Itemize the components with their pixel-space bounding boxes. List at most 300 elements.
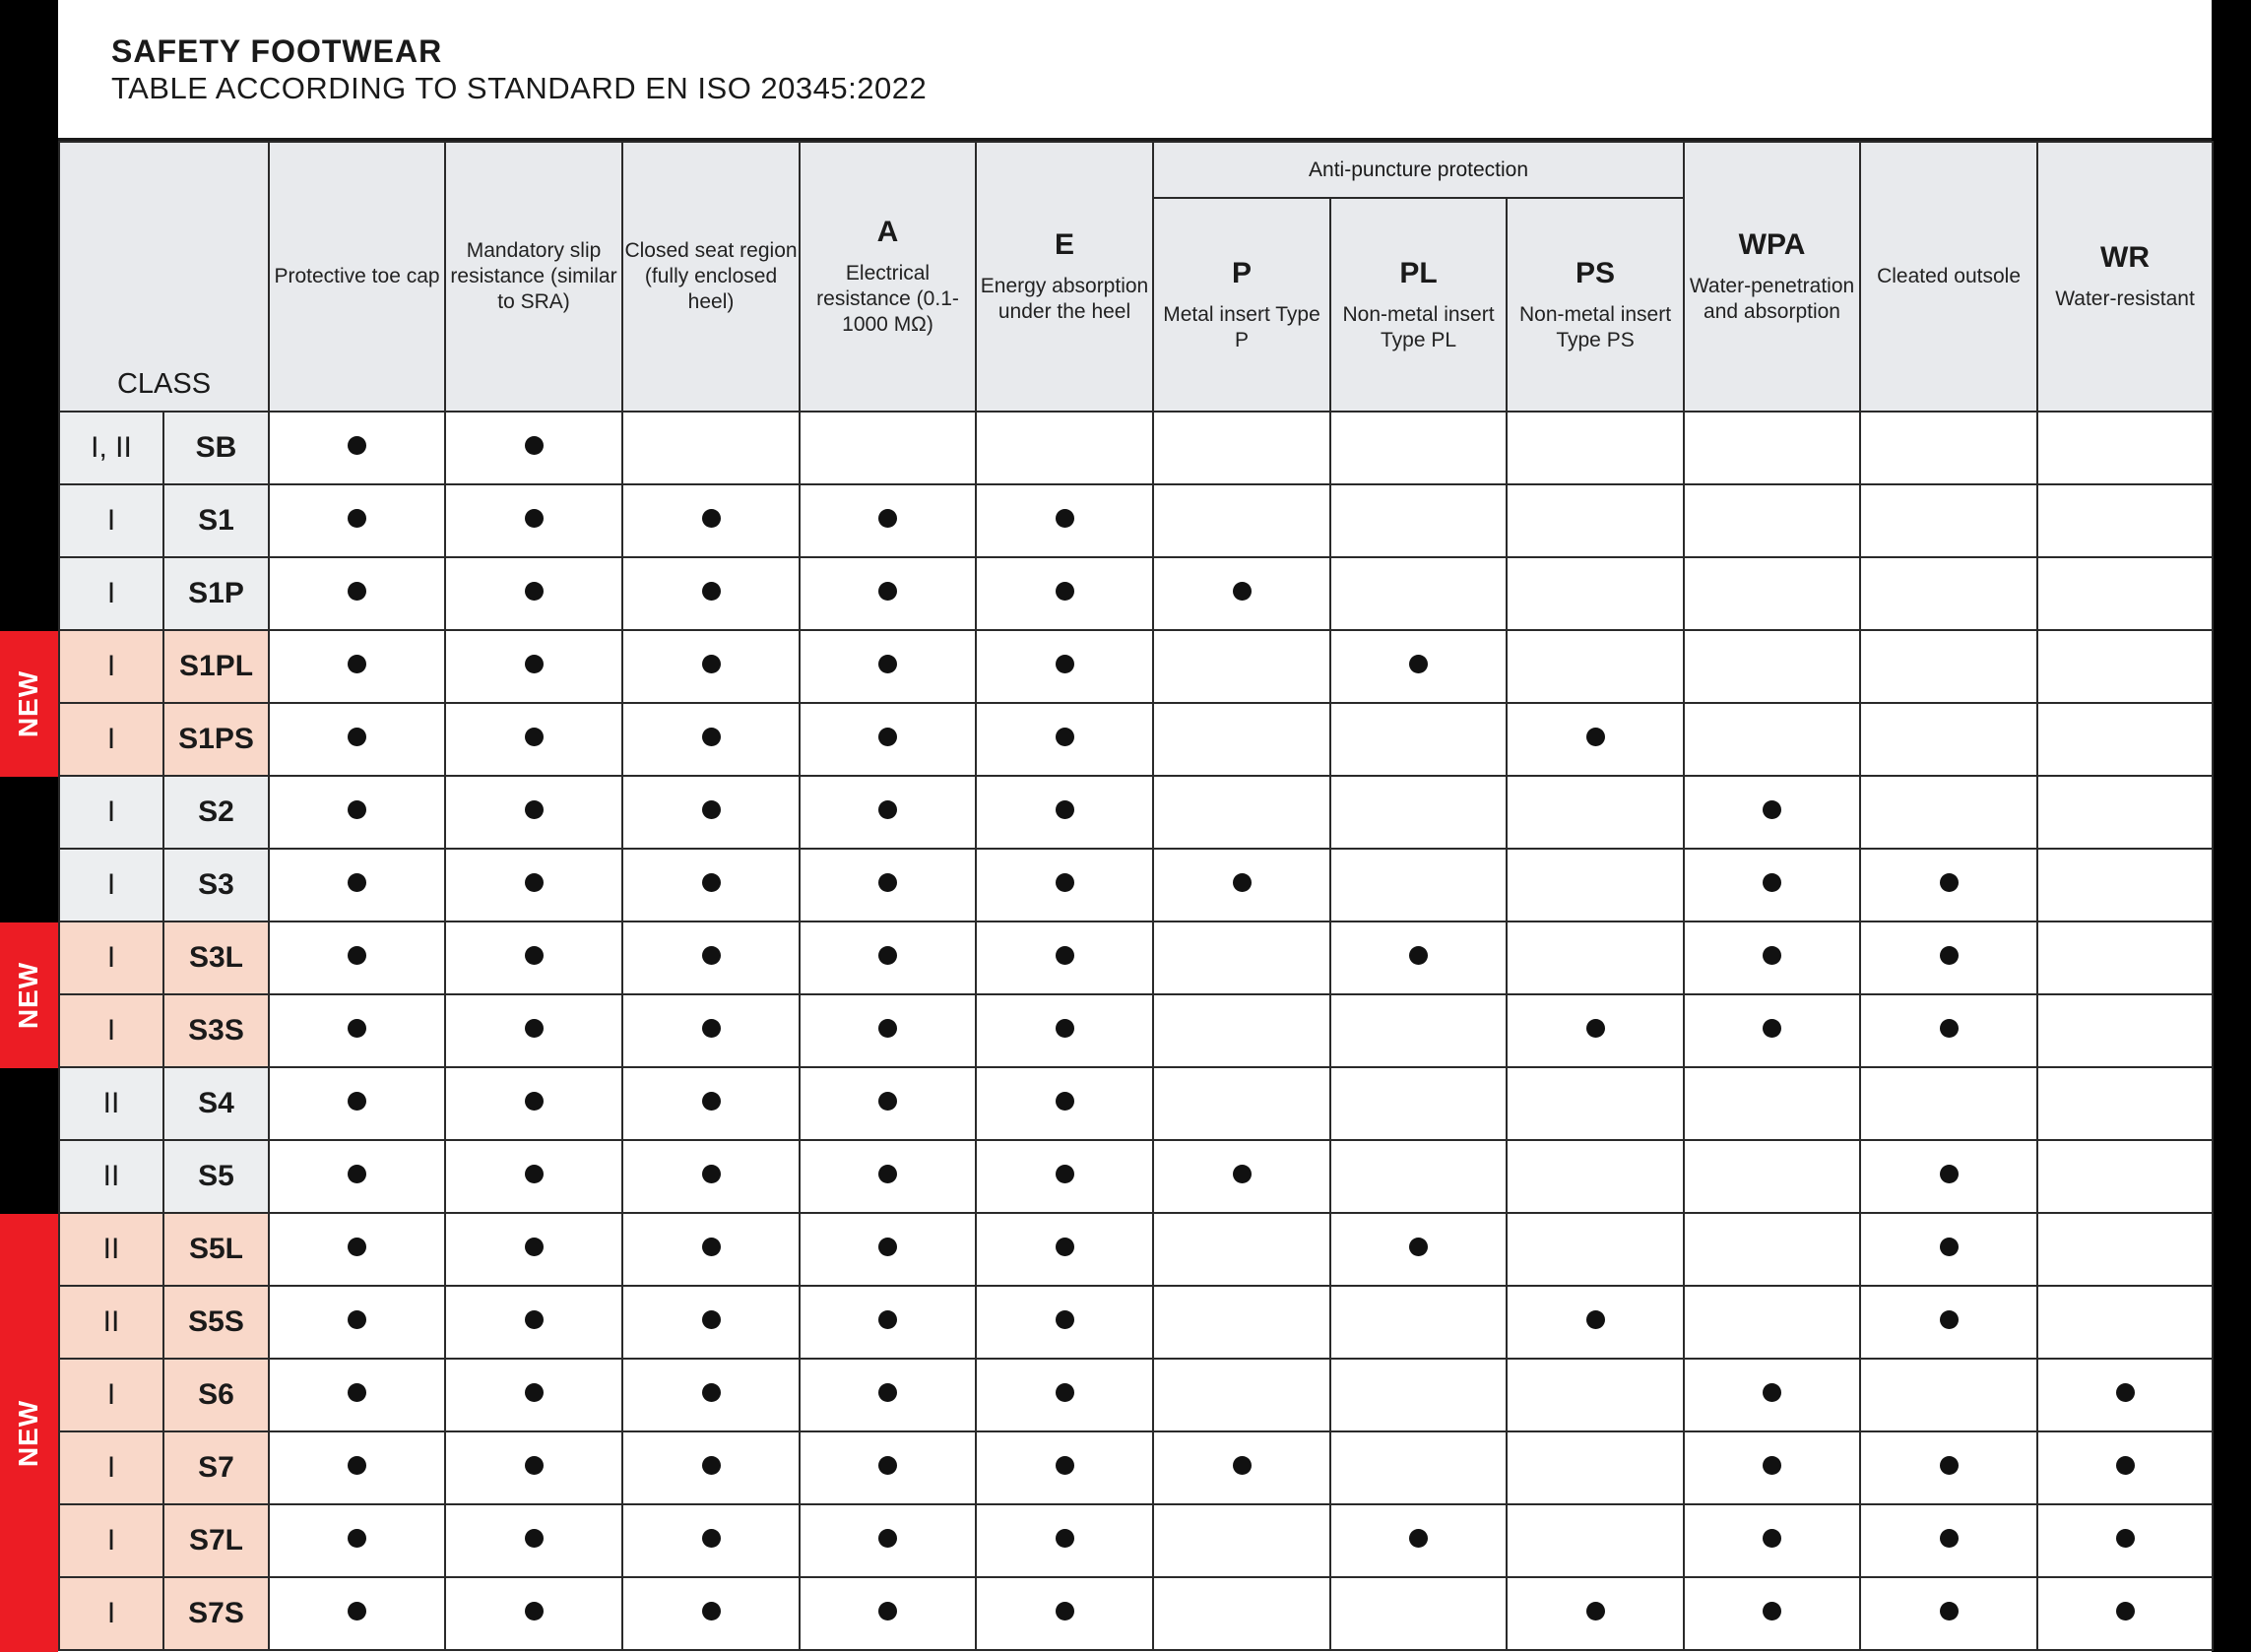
col-header: [1507, 198, 1684, 412]
requirement-cell: [445, 1140, 622, 1213]
requirement-cell: [1330, 1577, 1507, 1650]
requirement-dot-icon: [1940, 1529, 1959, 1548]
requirement-dot-icon: [1409, 1238, 1428, 1256]
requirement-dot-icon: [1586, 1602, 1605, 1620]
requirement-cell: [1330, 484, 1507, 557]
col-header: [622, 142, 800, 412]
requirement-cell: [269, 1431, 445, 1504]
requirement-cell: [1860, 994, 2037, 1067]
requirement-dot-icon: [702, 800, 721, 819]
requirement-dot-icon: [525, 436, 544, 455]
new-band-2: [0, 922, 58, 1068]
requirement-dot-icon: [878, 509, 897, 528]
category-cell: S1P: [163, 557, 269, 630]
requirement-cell: [1330, 1067, 1507, 1140]
requirement-cell: [445, 921, 622, 994]
new-label: NEW: [13, 1399, 44, 1467]
requirement-cell: [269, 1577, 445, 1650]
requirement-cell: [1507, 412, 1684, 484]
requirement-cell: [1153, 921, 1330, 994]
requirement-cell: [445, 1286, 622, 1359]
requirement-cell: [2037, 849, 2213, 921]
category-cell: S5L: [163, 1213, 269, 1286]
requirement-dot-icon: [1940, 946, 1959, 965]
requirement-cell: [976, 484, 1153, 557]
requirement-cell: [269, 1286, 445, 1359]
requirement-cell: [1507, 1067, 1684, 1140]
requirement-dot-icon: [1763, 1456, 1781, 1475]
class-cell: II: [59, 1213, 163, 1286]
requirement-dot-icon: [1056, 1165, 1074, 1183]
table-row: [59, 557, 2213, 630]
category-cell: S5: [163, 1140, 269, 1213]
requirement-dot-icon: [1056, 1092, 1074, 1111]
requirement-cell: [622, 484, 800, 557]
requirement-dot-icon: [348, 1238, 366, 1256]
requirement-dot-icon: [2116, 1529, 2135, 1548]
requirement-dot-icon: [878, 655, 897, 673]
requirement-dot-icon: [1056, 946, 1074, 965]
category-cell: S3: [163, 849, 269, 921]
requirement-dot-icon: [348, 873, 366, 892]
requirement-cell: [1507, 703, 1684, 776]
class-cell: I: [59, 1431, 163, 1504]
requirement-cell: [976, 557, 1153, 630]
col-description: Non-metal insert Type PS: [1518, 302, 1672, 351]
requirement-cell: [622, 1067, 800, 1140]
requirement-cell: [445, 1577, 622, 1650]
requirement-cell: [1330, 1140, 1507, 1213]
requirement-cell: [1507, 557, 1684, 630]
requirement-cell: [976, 776, 1153, 849]
class-cell: I: [59, 703, 163, 776]
requirement-cell: [2037, 1504, 2213, 1577]
col-code-label: WPA: [1738, 228, 1806, 261]
requirement-cell: [1507, 994, 1684, 1067]
requirement-dot-icon: [348, 800, 366, 819]
requirement-cell: [269, 849, 445, 921]
col-code-label: PL: [1399, 256, 1438, 289]
requirement-cell: [976, 1504, 1153, 1577]
requirement-dot-icon: [1763, 1019, 1781, 1038]
requirement-cell: [1860, 1431, 2037, 1504]
col-description: Electrical resistance (0.1-1000 MΩ): [816, 262, 959, 336]
requirement-dot-icon: [1763, 1383, 1781, 1402]
requirement-cell: [445, 484, 622, 557]
col-code-label: A: [876, 216, 899, 248]
col-header: [445, 142, 622, 412]
class-cell: II: [59, 1067, 163, 1140]
category-cell: S7S: [163, 1577, 269, 1650]
requirement-cell: [976, 994, 1153, 1067]
requirement-cell: [1153, 557, 1330, 630]
requirement-dot-icon: [1056, 582, 1074, 601]
requirement-cell: [269, 703, 445, 776]
requirement-cell: [622, 1213, 800, 1286]
requirement-cell: [445, 1213, 622, 1286]
requirement-cell: [1684, 776, 1860, 849]
class-cell: I: [59, 557, 163, 630]
requirement-dot-icon: [525, 1165, 544, 1183]
requirement-cell: [1153, 703, 1330, 776]
requirement-cell: [1153, 1504, 1330, 1577]
requirement-dot-icon: [1763, 946, 1781, 965]
requirement-cell: [1330, 703, 1507, 776]
category-cell: S5S: [163, 1286, 269, 1359]
requirement-dot-icon: [348, 1092, 366, 1111]
requirement-dot-icon: [348, 946, 366, 965]
col-header: [2037, 142, 2213, 412]
requirement-cell: [269, 1359, 445, 1431]
requirement-dot-icon: [348, 1529, 366, 1548]
requirement-cell: [1860, 849, 2037, 921]
requirement-cell: [269, 412, 445, 484]
requirement-cell: [445, 412, 622, 484]
requirement-dot-icon: [1940, 1456, 1959, 1475]
class-cell: II: [59, 1286, 163, 1359]
requirement-cell: [800, 1213, 976, 1286]
requirement-dot-icon: [702, 1383, 721, 1402]
requirement-cell: [976, 703, 1153, 776]
requirement-cell: [445, 994, 622, 1067]
requirement-dot-icon: [702, 728, 721, 746]
standard-table: [58, 141, 2214, 1651]
table-row: [59, 1067, 2213, 1140]
requirement-cell: [1860, 921, 2037, 994]
col-code-label: PS: [1576, 256, 1616, 289]
requirement-cell: [1684, 630, 1860, 703]
category-cell: S1: [163, 484, 269, 557]
requirement-cell: [1684, 1140, 1860, 1213]
requirement-cell: [445, 703, 622, 776]
requirement-cell: [445, 557, 622, 630]
requirement-cell: [1860, 1140, 2037, 1213]
requirement-cell: [1507, 1504, 1684, 1577]
category-cell: S2: [163, 776, 269, 849]
requirement-dot-icon: [878, 800, 897, 819]
requirement-cell: [800, 921, 976, 994]
requirement-dot-icon: [348, 1019, 366, 1038]
table-row: [59, 994, 2213, 1067]
table-row: [59, 412, 2213, 484]
requirement-dot-icon: [1409, 655, 1428, 673]
requirement-cell: [1507, 849, 1684, 921]
col-header: [1860, 142, 2037, 412]
new-label: NEW: [13, 961, 44, 1030]
requirement-cell: [1860, 776, 2037, 849]
requirement-dot-icon: [1940, 1602, 1959, 1620]
col-description: Closed seat region (fully enclosed heel): [624, 239, 798, 313]
col-description: Protective toe cap: [274, 265, 440, 287]
table-body: [59, 412, 2213, 1650]
class-cell: II: [59, 1140, 163, 1213]
requirement-dot-icon: [1940, 1238, 1959, 1256]
requirement-dot-icon: [1940, 1310, 1959, 1329]
requirement-dot-icon: [525, 1529, 544, 1548]
requirement-dot-icon: [878, 1092, 897, 1111]
requirement-cell: [800, 1431, 976, 1504]
requirement-cell: [1684, 921, 1860, 994]
requirement-cell: [1507, 630, 1684, 703]
requirement-cell: [976, 1067, 1153, 1140]
requirement-dot-icon: [702, 1092, 721, 1111]
requirement-dot-icon: [525, 509, 544, 528]
requirement-dot-icon: [348, 655, 366, 673]
requirement-cell: [445, 1504, 622, 1577]
col-code-label: P: [1232, 256, 1253, 289]
requirement-dot-icon: [702, 1238, 721, 1256]
requirement-cell: [1153, 484, 1330, 557]
requirement-dot-icon: [1056, 655, 1074, 673]
category-cell: S7L: [163, 1504, 269, 1577]
requirement-cell: [1860, 484, 2037, 557]
requirement-dot-icon: [525, 1456, 544, 1475]
requirement-cell: [269, 921, 445, 994]
requirement-dot-icon: [1586, 728, 1605, 746]
requirement-cell: [800, 412, 976, 484]
requirement-cell: [269, 776, 445, 849]
requirement-dot-icon: [525, 873, 544, 892]
requirement-cell: [1507, 921, 1684, 994]
requirement-cell: [1330, 557, 1507, 630]
requirement-cell: [1860, 557, 2037, 630]
category-cell: S4: [163, 1067, 269, 1140]
requirement-cell: [1684, 703, 1860, 776]
requirement-cell: [622, 1140, 800, 1213]
requirement-cell: [1507, 1577, 1684, 1650]
requirement-cell: [622, 994, 800, 1067]
requirement-cell: [2037, 921, 2213, 994]
class-cell: I: [59, 630, 163, 703]
requirement-dot-icon: [878, 1165, 897, 1183]
requirement-cell: [1153, 1286, 1330, 1359]
requirement-cell: [622, 1359, 800, 1431]
requirement-dot-icon: [348, 728, 366, 746]
requirement-cell: [622, 630, 800, 703]
requirement-cell: [269, 1213, 445, 1286]
requirement-cell: [800, 776, 976, 849]
requirement-dot-icon: [878, 1310, 897, 1329]
requirement-cell: [2037, 776, 2213, 849]
requirement-cell: [1684, 1359, 1860, 1431]
requirement-dot-icon: [702, 582, 721, 601]
requirement-dot-icon: [348, 1310, 366, 1329]
col-header: [1153, 198, 1330, 412]
requirement-cell: [1507, 776, 1684, 849]
category-cell: S6: [163, 1359, 269, 1431]
new-band-3: [0, 1214, 58, 1652]
requirement-cell: [445, 849, 622, 921]
requirement-cell: [1684, 1286, 1860, 1359]
requirement-dot-icon: [878, 1456, 897, 1475]
requirement-cell: [1330, 1286, 1507, 1359]
col-description: Metal insert Type P: [1163, 302, 1320, 351]
requirement-dot-icon: [348, 1456, 366, 1475]
requirement-dot-icon: [525, 582, 544, 601]
requirement-dot-icon: [1940, 873, 1959, 892]
col-header: [800, 142, 976, 412]
requirement-cell: [1330, 994, 1507, 1067]
requirement-cell: [1330, 776, 1507, 849]
requirement-cell: [622, 1431, 800, 1504]
col-header: [976, 142, 1153, 412]
requirement-dot-icon: [1233, 1456, 1252, 1475]
requirement-cell: [1507, 1140, 1684, 1213]
requirement-cell: [1684, 1213, 1860, 1286]
table-row: [59, 1140, 2213, 1213]
col-header: [269, 142, 445, 412]
requirement-cell: [800, 484, 976, 557]
requirement-dot-icon: [525, 655, 544, 673]
requirement-dot-icon: [1056, 1019, 1074, 1038]
requirement-cell: [1153, 412, 1330, 484]
requirement-dot-icon: [878, 728, 897, 746]
requirement-cell: [622, 776, 800, 849]
table-row: [59, 630, 2213, 703]
requirement-dot-icon: [1763, 1602, 1781, 1620]
requirement-cell: [1684, 1577, 1860, 1650]
requirement-cell: [1860, 703, 2037, 776]
requirement-dot-icon: [525, 1019, 544, 1038]
requirement-cell: [445, 630, 622, 703]
requirement-cell: [1153, 776, 1330, 849]
table-row: [59, 921, 2213, 994]
requirement-dot-icon: [702, 1602, 721, 1620]
requirement-dot-icon: [702, 873, 721, 892]
requirement-cell: [269, 1067, 445, 1140]
requirement-cell: [1684, 412, 1860, 484]
requirement-dot-icon: [348, 436, 366, 455]
requirement-dot-icon: [1056, 1310, 1074, 1329]
requirement-cell: [800, 1577, 976, 1650]
requirement-cell: [622, 1577, 800, 1650]
requirement-dot-icon: [1409, 1529, 1428, 1548]
class-header: CLASS: [59, 142, 269, 412]
requirement-cell: [976, 1213, 1153, 1286]
requirement-dot-icon: [878, 1019, 897, 1038]
col-description: Water-penetration and absorption: [1689, 275, 1855, 323]
right-black-strip: [2212, 0, 2251, 1652]
requirement-dot-icon: [878, 1383, 897, 1402]
requirement-dot-icon: [525, 1383, 544, 1402]
page-header: [58, 0, 2212, 141]
requirement-cell: [800, 557, 976, 630]
requirement-dot-icon: [878, 1529, 897, 1548]
requirement-dot-icon: [348, 1165, 366, 1183]
requirement-dot-icon: [702, 1165, 721, 1183]
requirement-dot-icon: [702, 946, 721, 965]
requirement-dot-icon: [702, 1529, 721, 1548]
requirement-cell: [269, 1504, 445, 1577]
requirement-cell: [800, 703, 976, 776]
class-cell: I: [59, 484, 163, 557]
requirement-cell: [1153, 1359, 1330, 1431]
requirement-cell: [1684, 484, 1860, 557]
requirement-cell: [622, 1504, 800, 1577]
requirement-cell: [1330, 849, 1507, 921]
requirement-cell: [2037, 994, 2213, 1067]
requirement-cell: [800, 849, 976, 921]
requirement-cell: [800, 1286, 976, 1359]
requirement-cell: [269, 630, 445, 703]
requirement-cell: [1860, 412, 2037, 484]
requirement-dot-icon: [702, 1456, 721, 1475]
requirement-cell: [1507, 484, 1684, 557]
page-title: SAFETY FOOTWEAR: [111, 33, 443, 69]
requirement-cell: [1684, 1067, 1860, 1140]
requirement-cell: [976, 849, 1153, 921]
requirement-cell: [800, 1067, 976, 1140]
requirement-cell: [1860, 630, 2037, 703]
requirement-cell: [1330, 1504, 1507, 1577]
requirement-cell: [1507, 1431, 1684, 1504]
requirement-cell: [800, 630, 976, 703]
new-band-1: [0, 631, 58, 777]
col-header: [1330, 198, 1507, 412]
requirement-dot-icon: [1056, 509, 1074, 528]
requirement-dot-icon: [348, 509, 366, 528]
class-cell: I: [59, 1359, 163, 1431]
requirement-cell: [2037, 1577, 2213, 1650]
requirement-cell: [976, 1140, 1153, 1213]
class-cell: I: [59, 849, 163, 921]
requirement-cell: [800, 1504, 976, 1577]
table-row: [59, 776, 2213, 849]
requirement-cell: [976, 1359, 1153, 1431]
requirement-cell: [1507, 1213, 1684, 1286]
requirement-cell: [2037, 630, 2213, 703]
requirement-cell: [269, 557, 445, 630]
table-row: [59, 1359, 2213, 1431]
requirement-dot-icon: [525, 1238, 544, 1256]
requirement-dot-icon: [1409, 946, 1428, 965]
requirement-dot-icon: [525, 728, 544, 746]
requirement-dot-icon: [878, 1602, 897, 1620]
requirement-dot-icon: [348, 1602, 366, 1620]
requirement-dot-icon: [1233, 1165, 1252, 1183]
requirement-dot-icon: [702, 1310, 721, 1329]
requirement-cell: [1153, 849, 1330, 921]
category-cell: S1PL: [163, 630, 269, 703]
col-code-label: WR: [2100, 241, 2151, 274]
requirement-cell: [976, 1431, 1153, 1504]
table-row: [59, 703, 2213, 776]
table-row: [59, 1577, 2213, 1650]
requirement-dot-icon: [1056, 800, 1074, 819]
requirement-cell: [445, 1067, 622, 1140]
requirement-dot-icon: [525, 1602, 544, 1620]
requirement-cell: [976, 630, 1153, 703]
requirement-cell: [1330, 921, 1507, 994]
requirement-cell: [2037, 1286, 2213, 1359]
requirement-dot-icon: [878, 582, 897, 601]
requirement-cell: [2037, 1213, 2213, 1286]
table-row: [59, 1213, 2213, 1286]
col-code-label: E: [1055, 228, 1075, 261]
requirement-cell: [1507, 1359, 1684, 1431]
requirement-cell: [2037, 1359, 2213, 1431]
requirement-cell: [1860, 1577, 2037, 1650]
requirement-cell: [1153, 630, 1330, 703]
requirement-dot-icon: [702, 1019, 721, 1038]
requirement-dot-icon: [1056, 1456, 1074, 1475]
requirement-cell: [1330, 1359, 1507, 1431]
requirement-cell: [1684, 849, 1860, 921]
requirement-dot-icon: [525, 1310, 544, 1329]
requirement-cell: [622, 921, 800, 994]
requirement-cell: [2037, 412, 2213, 484]
requirement-dot-icon: [702, 655, 721, 673]
